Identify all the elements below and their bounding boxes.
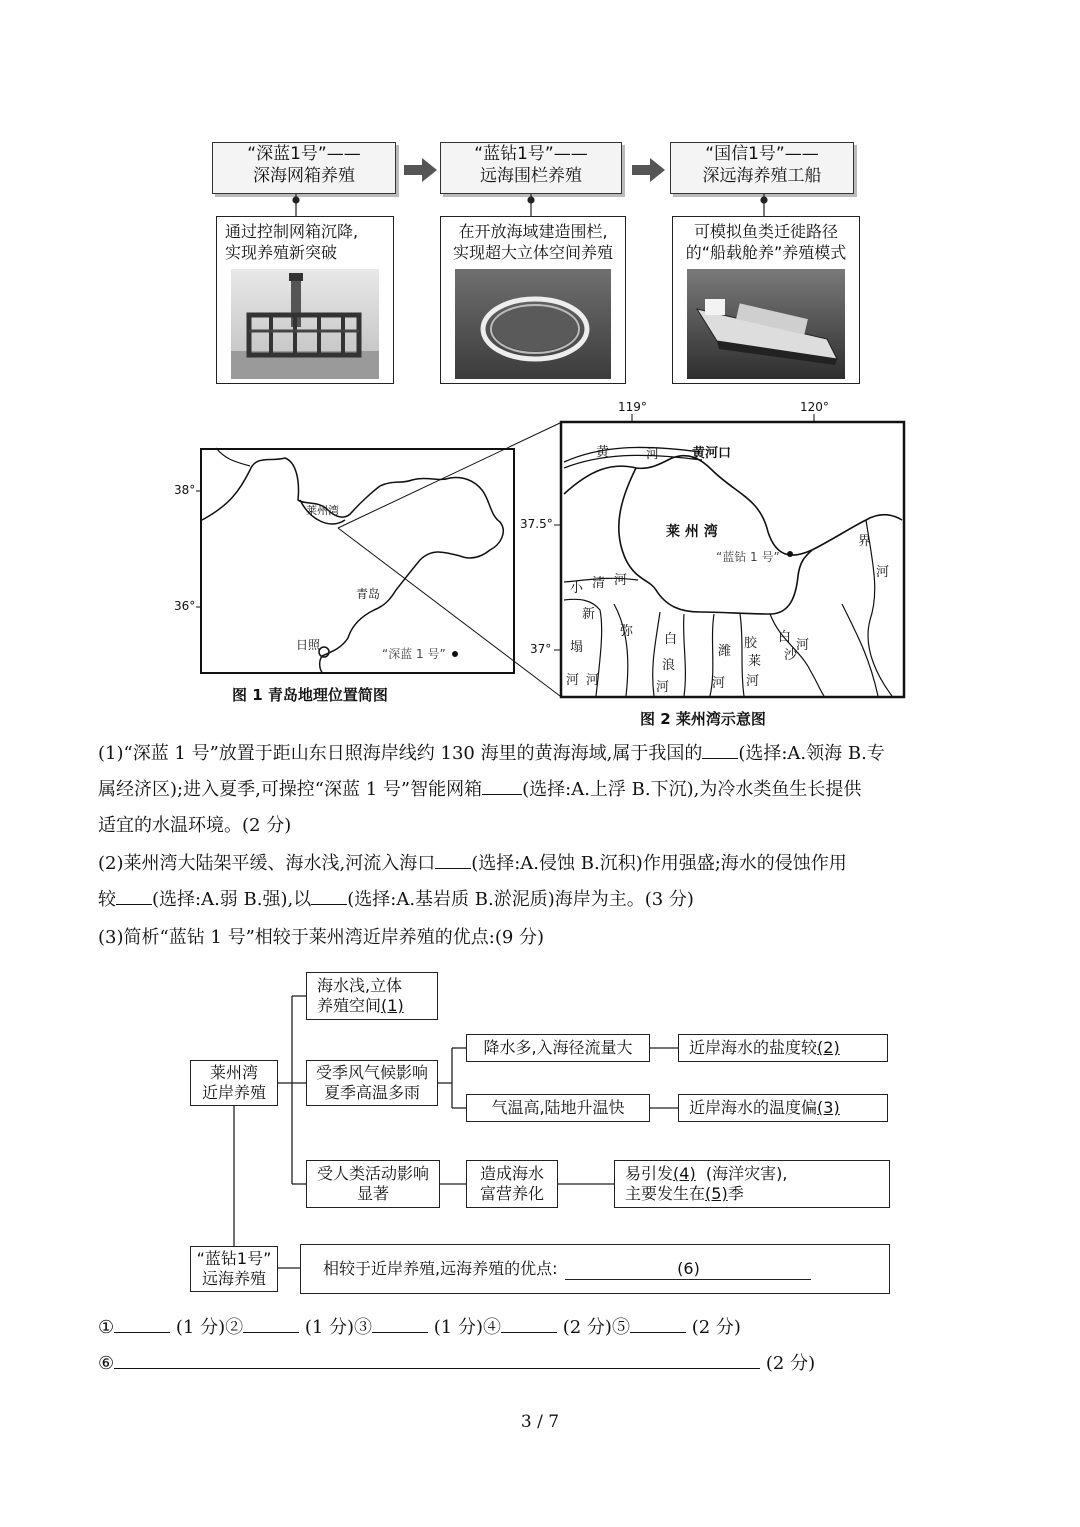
answer-row-2: ⑥ (2 分) xyxy=(98,1346,990,1382)
map2-lat-37-5: 37.5° xyxy=(520,517,553,531)
map2-river-label: 沙 xyxy=(784,648,798,663)
page-number: 3 / 7 xyxy=(520,1412,560,1432)
map2-river-label: 塌 xyxy=(570,640,584,655)
answer-blank-4[interactable] xyxy=(501,1314,557,1333)
question-3: (3)简析“蓝钻 1 号”相较于莱州湾近岸养殖的优点:(9 分) xyxy=(98,927,545,948)
answer-blank-2[interactable] xyxy=(243,1314,299,1333)
map2-river-label: 界 xyxy=(858,534,872,549)
flow-box-human: 受人类活动影响 显著 xyxy=(306,1160,440,1208)
map2-lon-120: 120° xyxy=(800,400,829,414)
map2-river-label: 潍 xyxy=(718,644,732,659)
flow-box-disaster: 易引发(4) (海洋灾害), 主要发生在(5)季 xyxy=(614,1160,890,1208)
stage-desc-3: 可模拟鱼类迁徙路径 的“船载舱养”养殖模式 xyxy=(672,216,860,384)
answer-blank-6[interactable] xyxy=(114,1350,760,1369)
map2-river-label: 河 xyxy=(646,447,660,462)
map1-rizhao-label: 日照 xyxy=(296,638,321,652)
question-2: (2)莱州湾大陆架平缓、海水浅,河流入海口 (选择:A.侵蚀 B.沉积)作用强盛;海水的侵蚀作用 较 (选择:A.弱 B.强),以 (选择:A.基岩质 B.淤泥质)海岸为主。(3 分) xyxy=(98,846,990,918)
flow-box-precip: 降水多,入海径流量大 xyxy=(466,1034,650,1062)
answer-blank-3[interactable] xyxy=(372,1314,428,1333)
flow-box-watertemp: 近岸海水的温度偏 (3) xyxy=(678,1094,888,1122)
map2-river-label: 河 xyxy=(876,565,890,580)
map2-river-label: 弥 xyxy=(620,624,634,639)
stage-title-1: “深蓝1号”—— 深海网箱养殖 xyxy=(212,142,396,194)
question-1: (1)“深蓝 1 号”放置于距山东日照海岸线约 130 海里的黄海海域,属于我国的 (选择:A.领海 B.专 属经济区);进入夏季,可操控“深蓝 1 号”智能网箱 (选择:A.上浮 B.下沉),为冷水类鱼生长提供 适宜的水温环境。(2 分) xyxy=(98,736,990,844)
answer-row-1: ① (1 分)② (1 分)③ (1 分)④ (2 分)⑤ (2 分) xyxy=(98,1310,990,1346)
map2-river-label: 白 xyxy=(778,630,792,645)
map2-river-label: 浪 xyxy=(662,658,676,673)
map2-river-label: 清 xyxy=(592,576,606,591)
map2-river-label: 河 xyxy=(746,674,760,689)
map2-river-label: 河 xyxy=(712,676,726,691)
map2-huanghekou-label: 黄河口 xyxy=(692,446,732,461)
map2-lanzuan-label: “蓝钻 1 号” xyxy=(716,550,780,564)
advantage-blank[interactable]: (6) xyxy=(565,1259,811,1280)
map2-river-label: 河 xyxy=(796,638,810,653)
map1-lat-36: 36° xyxy=(174,599,196,613)
map2-caption: 图 2 莱州湾示意图 xyxy=(640,710,766,728)
map2-lon-119: 119° xyxy=(618,400,647,414)
map1-shenlan-label: “深蓝 1 号” xyxy=(382,647,446,661)
map1-qingdao-label: 青岛 xyxy=(356,587,381,601)
flow-box-advantage: 相较于近岸养殖,远海养殖的优点: (6) xyxy=(300,1244,890,1294)
flow-box-salinity: 近岸海水的盐度较 (2) xyxy=(678,1034,888,1062)
map2-river-label: 河 xyxy=(614,573,628,588)
flow-box-lanzuan: “蓝钻1号” 远海养殖 xyxy=(190,1246,278,1292)
stage-title-2: “蓝钻1号”—— 远海围栏养殖 xyxy=(440,142,622,194)
flow-box-shallow: 海水浅,立体 养殖空间(1) xyxy=(306,972,438,1020)
flow-box-monsoon: 受季风气候影响 夏季高温多雨 xyxy=(306,1060,438,1106)
map2-river-label: 黄 xyxy=(596,445,610,460)
map2-river-label: 河 xyxy=(566,673,580,688)
map2-river-label: 河 xyxy=(656,680,670,695)
answer-blank-1[interactable] xyxy=(114,1314,170,1333)
flow-box-eutrophication: 造成海水 富营养化 xyxy=(466,1160,558,1208)
stage-desc-1: 通过控制网箱沉降, 实现养殖新突破 xyxy=(216,216,394,384)
answer-blank-5[interactable] xyxy=(630,1314,686,1333)
map2-river-label: 白 xyxy=(664,632,678,647)
map2-lat-37: 37° xyxy=(530,642,552,656)
map2-river-label: 小 xyxy=(570,581,584,596)
map2-river-label: 莱 xyxy=(748,654,762,669)
map2-bay-label: 莱 州 湾 xyxy=(666,524,718,540)
stage-title-3: “国信1号”—— 深远海养殖工船 xyxy=(670,142,854,194)
map2-river-label: 新 xyxy=(582,607,596,622)
map1-laizhou-label: 莱州湾 xyxy=(306,504,339,517)
map2-river-label: 河 xyxy=(586,673,600,688)
map1-caption: 图 1 青岛地理位置简图 xyxy=(232,686,388,704)
map1-lat-38: 38° xyxy=(174,483,196,497)
stage-desc-2: 在开放海域建造围栏, 实现超大立体空间养殖 xyxy=(440,216,626,384)
map2-river-label: 胶 xyxy=(744,636,758,651)
flow-box-temp: 气温高,陆地升温快 xyxy=(466,1094,650,1122)
flow-root-box: 莱州湾 近岸养殖 xyxy=(190,1060,278,1106)
